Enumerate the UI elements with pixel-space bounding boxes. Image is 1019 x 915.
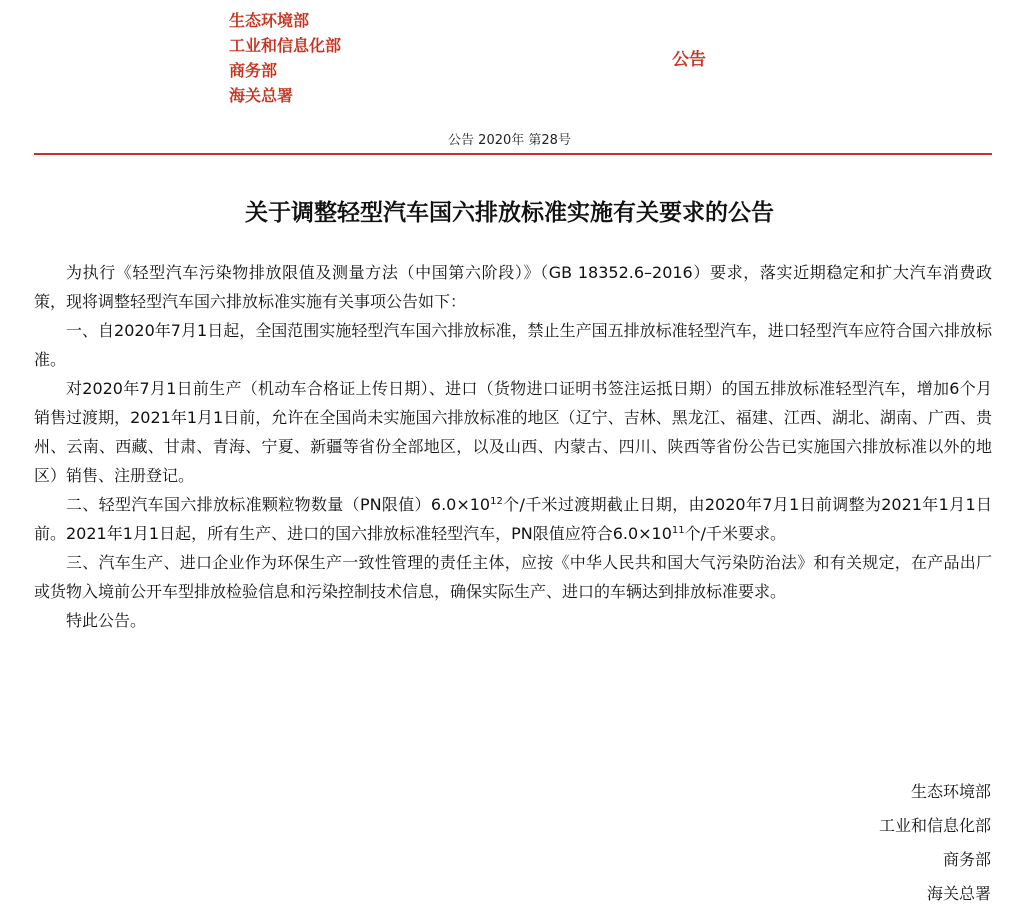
item-two-text-b: 个/千米过渡期截止日期，由2020年7月1日前调整为2021年1月1日前。2021年1月1日起，所有生产、进口的国六排放标准轻型汽车，PN限值应符合6.0×10 (34, 495, 992, 543)
document-type-label: 公告 (672, 50, 706, 70)
issuer-customs: 海关总署 (229, 86, 294, 105)
issuer-ecology-environment: 生态环境部 (229, 11, 310, 30)
header-divider (34, 153, 992, 155)
item-two-text-c: 个/千米要求。 (684, 524, 787, 543)
announcement-title: 关于调整轻型汽车国六排放标准实施有关要求的公告 (245, 200, 774, 226)
issuer-industry-it: 工业和信息化部 (229, 36, 342, 55)
intro-paragraph: 为执行《轻型汽车污染物排放限值及测量方法（中国第六阶段）》（GB 18352.6–2016）要求，落实近期稳定和扩大汽车消费政策，现将调整轻型汽车国六排放标准实施有关事项公告如下： (34, 263, 992, 311)
issuing-authorities (229, 8, 341, 108)
item-three-paragraph: 三、汽车生产、进口企业作为环保生产一致性管理的责任主体，应按《中华人民共和国大气污染防治法》和有关规定，在产品出厂或货物入境前公开车型排放检验信息和污染控制技术信息，确保实际生产、进口的车辆达到排放标准要求。 (34, 553, 992, 601)
item-one-paragraph: 一、自2020年7月1日起，全国范围实施轻型汽车国六排放标准，禁止生产国五排放标准轻型汽车，进口轻型汽车应符合国六排放标准。 (34, 321, 992, 369)
signature-block (879, 775, 991, 911)
document-number: 公告 2020年 第28号 (448, 133, 571, 148)
signature-commerce: 商务部 (942, 850, 991, 869)
announcement-body (34, 258, 992, 635)
signature-industry-it: 工业和信息化部 (878, 816, 991, 835)
issuer-commerce: 商务部 (229, 61, 278, 80)
item-two-paragraph (34, 490, 992, 548)
closing-paragraph: 特此公告。 (66, 611, 147, 630)
signature-customs: 海关总署 (926, 884, 991, 903)
signature-ecology-environment: 生态环境部 (910, 782, 991, 801)
exponent-11: 11 (671, 525, 685, 536)
transition-period-paragraph: 对2020年7月1日前生产（机动车合格证上传日期）、进口（货物进口证明书签注运抵日期）的国五排放标准轻型汽车，增加6个月销售过渡期，2021年1月1日前，允许在全国尚未实施国六排放标准的地区（辽宁、吉林、黑龙江、福建、江西、湖北、湖南、广西、贵州、云南、西藏、甘肃、青海、宁夏、新疆等省份全部地区，以及山西、内蒙古、四川、陕西等省份公告已实施国六排放标准以外的地区）销售、注册登记。 (34, 379, 992, 485)
exponent-12: 12 (490, 496, 503, 507)
item-two-text-a: 二、轻型汽车国六排放标准颗粒物数量（PN限值）6.0×10 (66, 495, 491, 514)
document-header (0, 0, 1019, 160)
